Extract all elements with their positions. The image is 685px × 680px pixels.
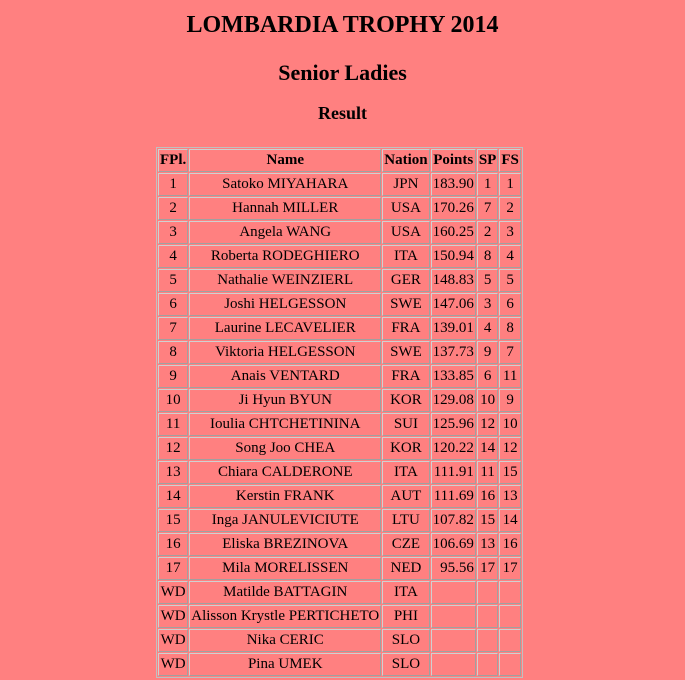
cell-fpl: WD [158,581,188,604]
cell-fpl: 17 [158,557,188,580]
cell-nation: ITA [382,245,429,268]
cell-name: Satoko MIYAHARA [189,173,381,196]
cell-fs: 5 [499,269,521,292]
table-row [158,245,521,268]
table-row [158,365,521,388]
cell-nation: KOR [382,437,429,460]
cell-points: 183.90 [431,173,476,196]
cell-sp: 12 [477,413,499,436]
cell-name: Alisson Krystle PERTICHETO [189,605,381,628]
cell-name: Ioulia CHTCHETININA [189,413,381,436]
table-row [158,413,521,436]
cell-fs: 15 [499,461,521,484]
cell-points: 111.91 [431,461,476,484]
cell-nation: FRA [382,317,429,340]
cell-sp: 7 [477,197,499,220]
cell-fpl: WD [158,605,188,628]
cell-name: Mila MORELISSEN [189,557,381,580]
results-table [156,147,523,678]
cell-points: 111.69 [431,485,476,508]
cell-fpl: 7 [158,317,188,340]
table-row [158,653,521,676]
cell-nation: SLO [382,629,429,652]
cell-sp: 5 [477,269,499,292]
cell-nation: USA [382,197,429,220]
cell-name: Kerstin FRANK [189,485,381,508]
cell-name: Angela WANG [189,221,381,244]
cell-nation: SWE [382,293,429,316]
cell-name: Anais VENTARD [189,365,381,388]
cell-fpl: 14 [158,485,188,508]
cell-fpl: 8 [158,341,188,364]
table-row [158,221,521,244]
cell-name: Eliska BREZINOVA [189,533,381,556]
cell-sp: 1 [477,173,499,196]
table-row [158,629,521,652]
cell-nation: LTU [382,509,429,532]
cell-points: 125.96 [431,413,476,436]
cell-name: Pina UMEK [189,653,381,676]
cell-fpl: 13 [158,461,188,484]
cell-nation: SLO [382,653,429,676]
cell-sp: 3 [477,293,499,316]
cell-fs: 10 [499,413,521,436]
col-header-fpl: FPl. [158,149,188,172]
cell-name: Hannah MILLER [189,197,381,220]
cell-fpl: 1 [158,173,188,196]
cell-fs [499,653,521,676]
cell-fs [499,629,521,652]
cell-nation: ITA [382,581,429,604]
table-row [158,293,521,316]
cell-fpl: 10 [158,389,188,412]
cell-sp [477,629,499,652]
table-row [158,461,521,484]
cell-name: Ji Hyun BYUN [189,389,381,412]
cell-nation: USA [382,221,429,244]
cell-nation: NED [382,557,429,580]
cell-nation: SUI [382,413,429,436]
cell-fs: 3 [499,221,521,244]
cell-name: Roberta RODEGHIERO [189,245,381,268]
cell-fpl: 11 [158,413,188,436]
cell-fs: 11 [499,365,521,388]
section-title: Result [318,103,367,123]
cell-fs: 13 [499,485,521,508]
cell-fpl: 3 [158,221,188,244]
cell-sp: 4 [477,317,499,340]
cell-nation: FRA [382,365,429,388]
cell-sp: 8 [477,245,499,268]
cell-fs: 6 [499,293,521,316]
cell-name: Laurine LECAVELIER [189,317,381,340]
cell-name: Inga JANULEVICIUTE [189,509,381,532]
cell-sp: 16 [477,485,499,508]
cell-points: 120.22 [431,437,476,460]
cell-sp: 6 [477,365,499,388]
cell-points: 106.69 [431,533,476,556]
table-row [158,437,521,460]
cell-points: 137.73 [431,341,476,364]
cell-nation: GER [382,269,429,292]
cell-fs: 14 [499,509,521,532]
cell-sp: 14 [477,437,499,460]
table-row [158,581,521,604]
cell-points [431,629,476,652]
page-title: LOMBARDIA TROPHY 2014 [186,12,499,38]
cell-nation: SWE [382,341,429,364]
results-body [158,173,521,676]
col-header-name: Name [189,149,381,172]
cell-fs: 7 [499,341,521,364]
cell-nation: PHI [382,605,429,628]
table-row [158,533,521,556]
cell-sp [477,605,499,628]
cell-points [431,653,476,676]
cell-fpl: 4 [158,245,188,268]
cell-name: Nathalie WEINZIERL [189,269,381,292]
cell-fs [499,605,521,628]
cell-name: Chiara CALDERONE [189,461,381,484]
cell-fpl: WD [158,653,188,676]
cell-name: Song Joo CHEA [189,437,381,460]
cell-sp: 11 [477,461,499,484]
col-header-points: Points [431,149,476,172]
cell-nation: ITA [382,461,429,484]
cell-sp: 17 [477,557,499,580]
cell-sp [477,653,499,676]
cell-fpl: 2 [158,197,188,220]
cell-points: 139.01 [431,317,476,340]
table-row [158,197,521,220]
cell-nation: AUT [382,485,429,508]
cell-name: Matilde BATTAGIN [189,581,381,604]
cell-sp: 13 [477,533,499,556]
cell-nation: CZE [382,533,429,556]
col-header-nation: Nation [382,149,429,172]
cell-points: 160.25 [431,221,476,244]
cell-points: 170.26 [431,197,476,220]
table-row [158,341,521,364]
cell-fs: 16 [499,533,521,556]
cell-nation: KOR [382,389,429,412]
cell-name: Joshi HELGESSON [189,293,381,316]
table-header-row [158,149,521,172]
cell-fpl: 16 [158,533,188,556]
cell-points: 133.85 [431,365,476,388]
cell-points: 95.56 [431,557,476,580]
cell-sp [477,581,499,604]
cell-points: 148.83 [431,269,476,292]
cell-fs: 9 [499,389,521,412]
cell-points: 150.94 [431,245,476,268]
table-row [158,557,521,580]
cell-fs: 1 [499,173,521,196]
cell-points: 147.06 [431,293,476,316]
cell-fpl: 9 [158,365,188,388]
cell-fs: 12 [499,437,521,460]
cell-sp: 2 [477,221,499,244]
cell-sp: 10 [477,389,499,412]
col-header-sp: SP [477,149,499,172]
table-row [158,389,521,412]
cell-nation: JPN [382,173,429,196]
cell-sp: 9 [477,341,499,364]
cell-fs: 17 [499,557,521,580]
col-header-fs: FS [499,149,521,172]
table-row [158,269,521,292]
table-row [158,317,521,340]
cell-fs: 8 [499,317,521,340]
cell-fpl: 15 [158,509,188,532]
category-title: Senior Ladies [278,60,407,85]
table-row [158,173,521,196]
cell-fpl: WD [158,629,188,652]
table-row [158,485,521,508]
cell-fs: 4 [499,245,521,268]
cell-fpl: 5 [158,269,188,292]
cell-fs: 2 [499,197,521,220]
cell-name: Viktoria HELGESSON [189,341,381,364]
cell-points: 107.82 [431,509,476,532]
cell-fpl: 12 [158,437,188,460]
cell-fpl: 6 [158,293,188,316]
cell-points [431,581,476,604]
cell-points [431,605,476,628]
table-row [158,605,521,628]
cell-name: Nika CERIC [189,629,381,652]
table-row [158,509,521,532]
cell-fs [499,581,521,604]
cell-points: 129.08 [431,389,476,412]
cell-sp: 15 [477,509,499,532]
